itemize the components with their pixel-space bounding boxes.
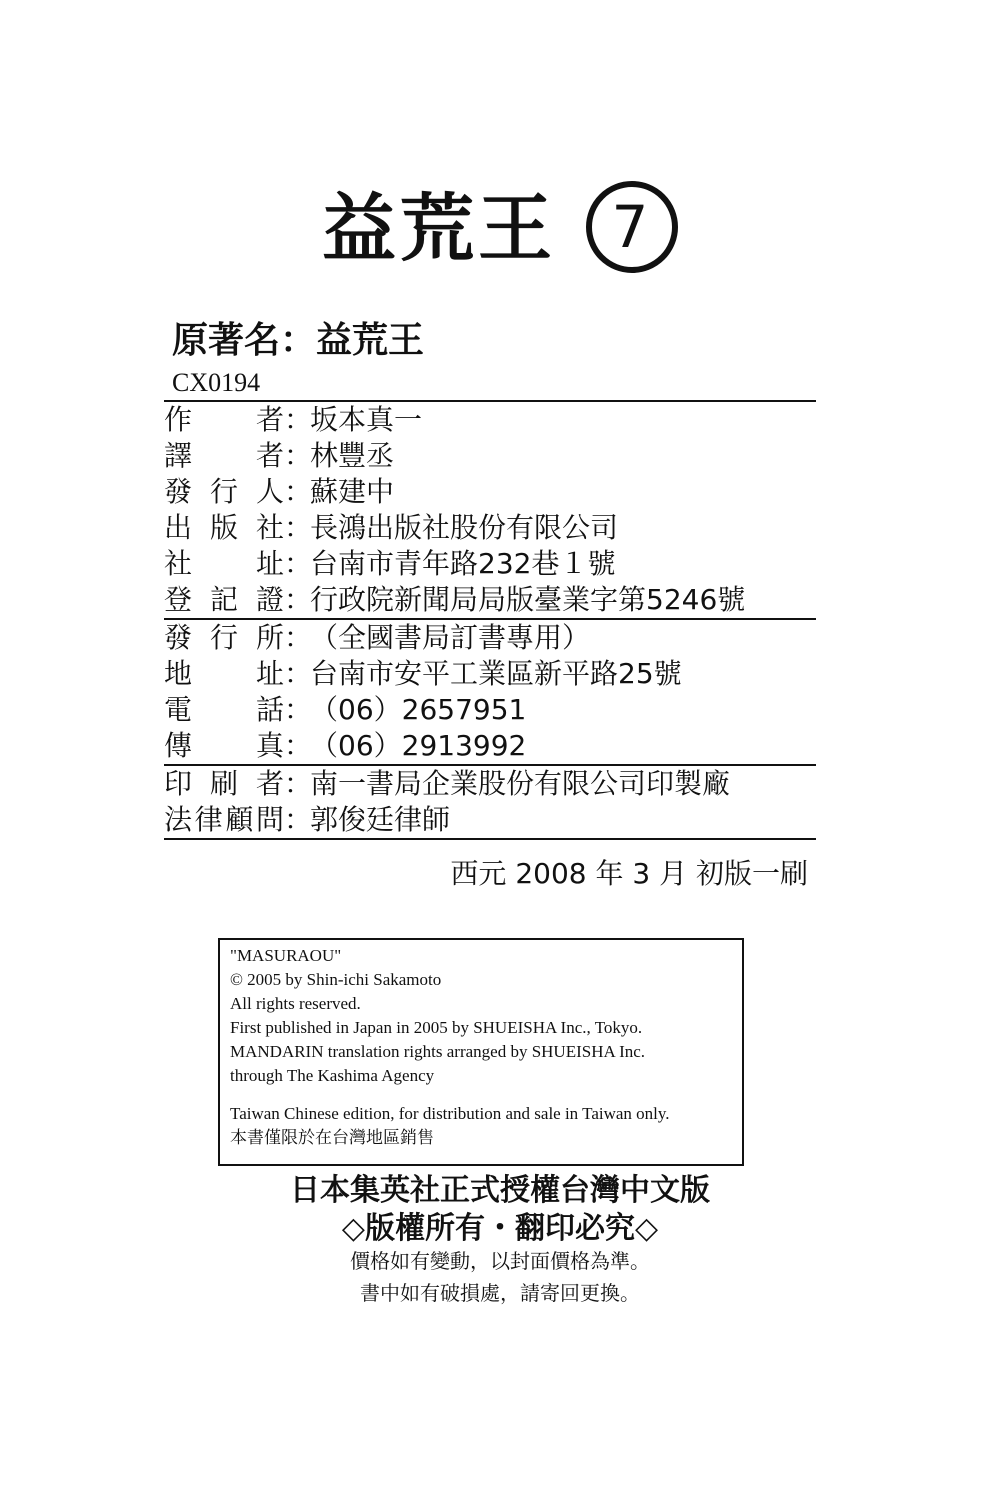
copyright-box [218, 938, 744, 1166]
price-note: 價格如有變動，以封面價格為準。 [350, 1249, 650, 1273]
info-value: 坂本真一 [310, 403, 423, 436]
copyright-line: All rights reserved. [230, 994, 361, 1013]
info-value: （06）2913992 [310, 729, 527, 762]
colon-separator: ： [284, 547, 313, 580]
info-row [164, 546, 816, 582]
copyright-line: © 2005 by Shin-ichi Sakamoto [230, 970, 442, 989]
edition-line: 西元 2008 年 3 月 初版一刷 [450, 857, 808, 890]
colon-separator: ： [284, 621, 313, 654]
info-label: 發行所 [164, 621, 284, 654]
colon-separator: ： [284, 767, 313, 800]
info-label: 發行人 [164, 475, 284, 508]
copyright-line: MANDARIN translation rights arranged by SHUEISHA Inc. [230, 1042, 646, 1061]
publication-info [164, 400, 816, 840]
authorization-block [0, 1172, 1000, 1248]
distribution-line: Taiwan Chinese edition, for distribution and sale in Taiwan only. [230, 1104, 670, 1123]
info-value: 台南市安平工業區新平路25號 [310, 657, 682, 690]
info-label: 出版社 [164, 511, 284, 544]
bottom-rule [164, 838, 816, 840]
catalog-code: CX0194 [172, 368, 261, 397]
info-value: 台南市青年路232巷１號 [310, 547, 616, 580]
info-label: 電話 [164, 693, 284, 726]
info-group [164, 764, 816, 838]
authorization-text: 日本集英社正式授權台灣中文版 [290, 1173, 710, 1208]
info-value: 郭俊廷律師 [310, 803, 451, 836]
info-label: 社址 [164, 547, 284, 580]
info-label: 傳真 [164, 729, 284, 762]
info-row [164, 474, 816, 510]
info-value: 蘇建中 [310, 475, 395, 508]
info-label: 作者 [164, 403, 284, 436]
info-value: （全國書局訂書專用） [310, 621, 591, 654]
colon-separator: ： [284, 693, 313, 726]
info-row [164, 402, 816, 438]
colon-separator: ： [284, 657, 313, 690]
info-row [164, 656, 816, 692]
info-row [164, 438, 816, 474]
book-title-text: 益荒王 [322, 186, 556, 272]
info-label: 印刷者 [164, 767, 284, 800]
info-value: 南一書局企業股份有限公司印製廠 [310, 767, 731, 800]
volume-number-badge: 7 [586, 181, 678, 273]
info-row [164, 582, 816, 618]
colon-separator: ： [284, 475, 313, 508]
info-row [164, 620, 816, 656]
info-value: 行政院新聞局局版臺業字第5246號 [310, 583, 746, 616]
info-value: （06）2657951 [310, 693, 527, 726]
original-title: 原著名：益荒王 [172, 320, 425, 361]
colon-separator: ： [284, 803, 313, 836]
info-label: 登記證 [164, 583, 284, 616]
copyright-line: First published in Japan in 2005 by SHUEISHA Inc., Tokyo. [230, 1018, 643, 1037]
copyright-line: through The Kashima Agency [230, 1066, 435, 1085]
info-label: 地址 [164, 657, 284, 690]
info-row [164, 728, 816, 764]
info-row [164, 802, 816, 838]
info-group [164, 618, 816, 764]
info-label: 譯者 [164, 439, 284, 472]
colon-separator: ： [284, 439, 313, 472]
info-label: 法律顧問 [164, 803, 284, 836]
info-row [164, 766, 816, 802]
damage-note: 書中如有破損處，請寄回更換。 [360, 1281, 640, 1305]
rights-notice: ◇版權所有・翻印必究◇ [341, 1211, 659, 1246]
colon-separator: ： [284, 511, 313, 544]
distribution-line-chinese: 本書僅限於在台灣地區銷售 [230, 1128, 434, 1148]
work-title: "MASURAOU" [230, 946, 342, 965]
info-value: 長鴻出版社股份有限公司 [310, 511, 619, 544]
info-group [164, 400, 816, 618]
book-title [0, 170, 1000, 279]
notes-block [0, 1245, 1000, 1309]
info-row [164, 692, 816, 728]
info-row [164, 510, 816, 546]
spacer [230, 1088, 732, 1102]
colon-separator: ： [284, 403, 313, 436]
info-value: 林豐丞 [310, 439, 395, 472]
colon-separator: ： [284, 729, 313, 762]
colon-separator: ： [284, 583, 313, 616]
